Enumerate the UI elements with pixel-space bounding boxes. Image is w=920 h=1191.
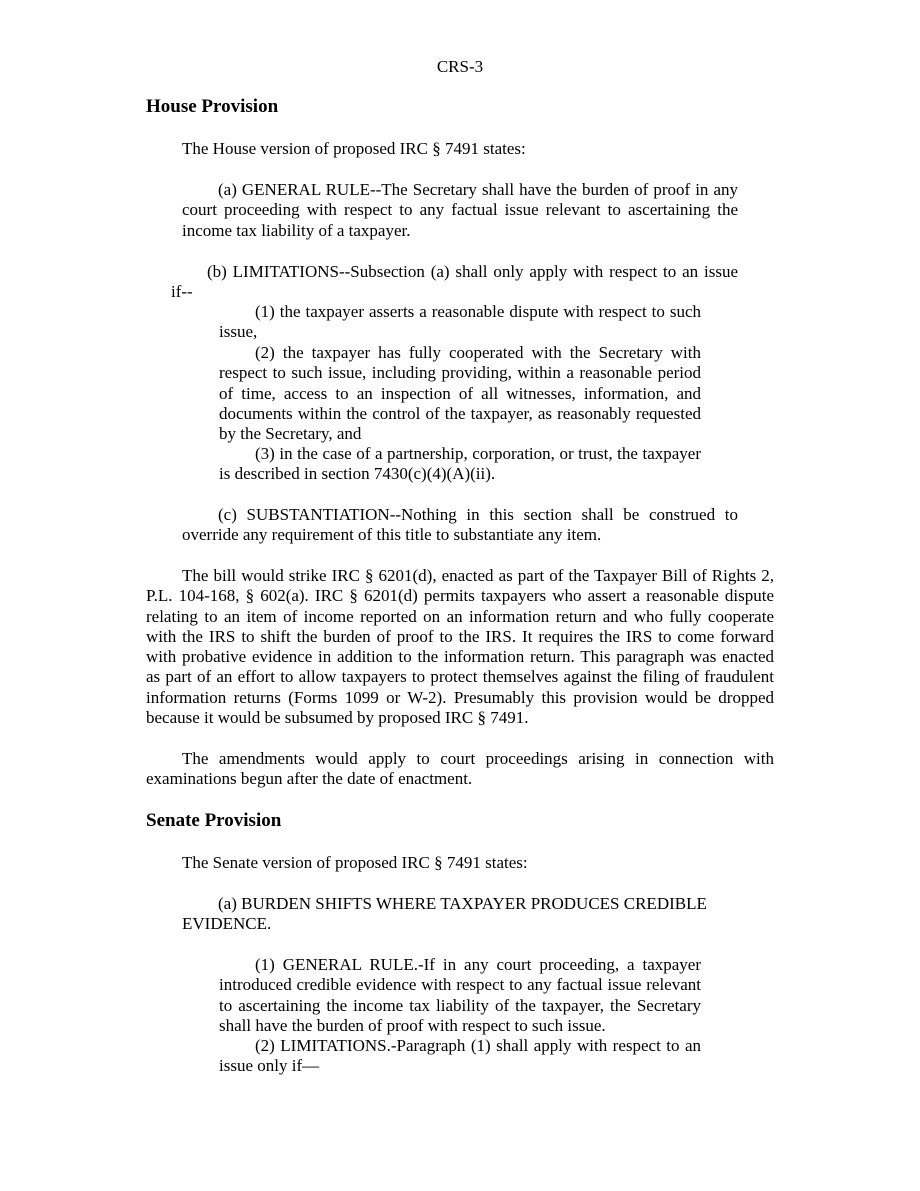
house-subsection-a: (a) GENERAL RULE--The Secretary shall have the burden of proof in any court proceeding with respect to any factual issue relevant to ascertaining the income tax liability of a taxpayer. [182, 180, 738, 240]
house-subsection-b: (b) LIMITATIONS--Subsection (a) shall only apply with respect to an issue if-- [171, 262, 738, 302]
senate-subsection-a1: (1) GENERAL RULE.-If in any court proceeding, a taxpayer introduced credible evidence with respect to any factual issue relevant to ascertaining the income tax liability of the taxpayer, the Secretary shall have the burden of proof with respect to such issue. [219, 955, 701, 1035]
page-header: CRS-3 [436, 57, 484, 76]
senate-subsection-a: (a) BURDEN SHIFTS WHERE TAXPAYER PRODUCES CREDIBLE EVIDENCE. [182, 894, 707, 934]
house-subsection-b2: (2) the taxpayer has fully cooperated with the Secretary with respect to such issue, including providing, within a reasonable period of time, access to an inspection of all witnesses, information, and documents within the control of the taxpayer, as reasonably requested by the Secretary, and [219, 343, 701, 444]
senate-intro: The Senate version of proposed IRC § 7491 states: [182, 853, 528, 872]
house-provision-heading: House Provision [146, 96, 279, 117]
senate-subsection-a2: (2) LIMITATIONS.-Paragraph (1) shall apply with respect to an issue only if— [219, 1036, 701, 1076]
senate-provision-heading: Senate Provision [146, 810, 282, 831]
house-paragraph-effective-date: The amendments would apply to court proceedings arising in connection with examinations begun after the date of enactment. [146, 749, 774, 789]
house-subsection-b1: (1) the taxpayer asserts a reasonable dispute with respect to such issue, [219, 302, 701, 342]
house-subsection-b3: (3) in the case of a partnership, corporation, or trust, the taxpayer is described in section 7430(c)(4)(A)(ii). [219, 444, 701, 484]
house-intro: The House version of proposed IRC § 7491 states: [182, 139, 526, 158]
house-subsection-c: (c) SUBSTANTIATION--Nothing in this section shall be construed to override any requirement of this title to substantiate any item. [182, 505, 738, 545]
house-paragraph-strike: The bill would strike IRC § 6201(d), enacted as part of the Taxpayer Bill of Rights 2, P.L. 104-168, § 602(a). IRC § 6201(d) permits taxpayers who assert a reasonable dispute relating to an item of income reported on an information return and who fully cooperate with the IRS to shift the burden of proof to the IRS. It requires the IRS to come forward with probative evidence in addition to the information return. This paragraph was enacted as part of an effort to allow taxpayers to protect themselves against the filing of fraudulent information returns (Forms 1099 or W-2). Presumably this provision would be dropped because it would be subsumed by proposed IRC § 7491. [146, 566, 774, 728]
